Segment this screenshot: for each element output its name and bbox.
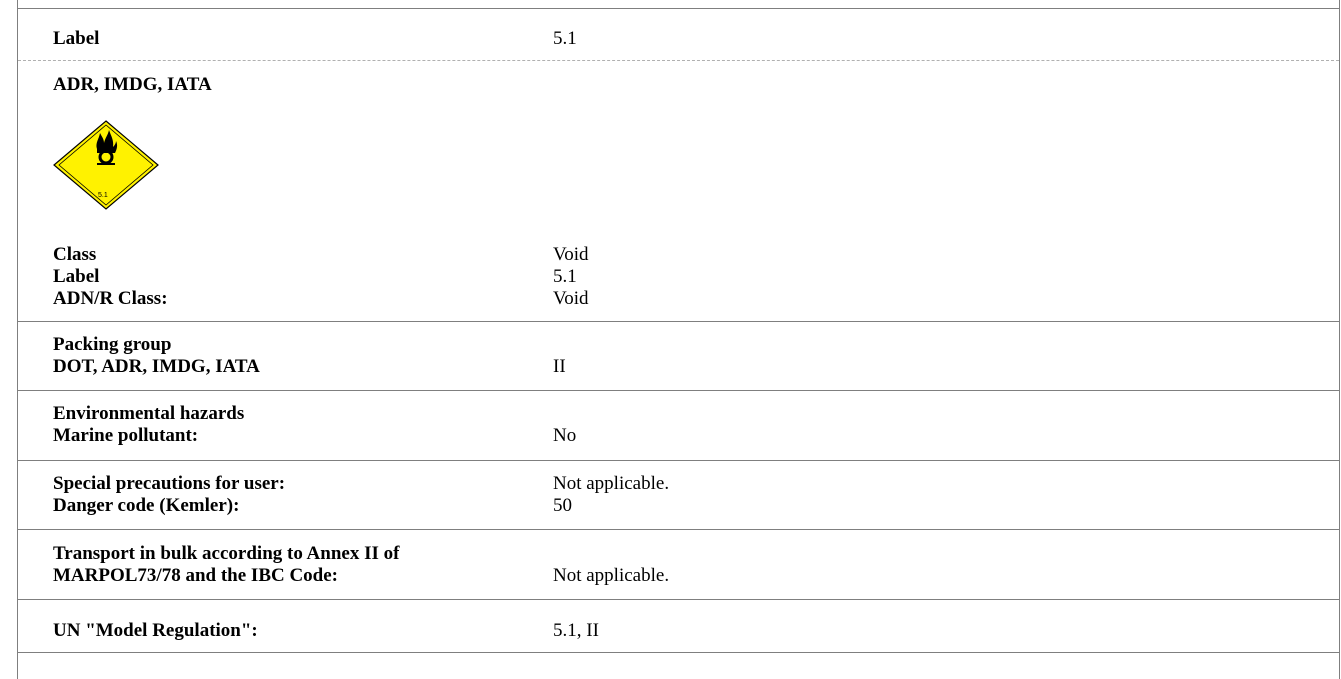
danger-code-value: 50 [553, 495, 572, 516]
hazard-sign-number: 5.1 [98, 192, 108, 199]
special-precautions-label: Special precautions for user: [53, 473, 286, 494]
label-label: Label [53, 266, 100, 287]
section-divider [18, 529, 1339, 530]
top-border [18, 8, 1339, 9]
adnr-class-label: ADN/R Class: [53, 288, 168, 309]
adnr-class-value: Void [553, 288, 589, 309]
un-model-regulation-label: UN "Model Regulation": [53, 620, 258, 641]
section-divider [18, 599, 1339, 600]
dotted-divider [18, 60, 1339, 61]
special-precautions-value: Not applicable. [553, 473, 670, 494]
label-value-2: 5.1 [553, 266, 577, 287]
label-value: 5.1 [553, 28, 577, 49]
un-model-regulation-value: 5.1, II [553, 620, 599, 641]
class-label: Class [53, 244, 97, 265]
transport-information-table [17, 0, 1340, 679]
oxidizer-hazard-sign-icon [50, 119, 162, 211]
section-divider [18, 321, 1339, 322]
section-divider [18, 460, 1339, 461]
danger-code-label: Danger code (Kemler): [53, 495, 240, 516]
packing-group-value: II [553, 356, 566, 377]
marine-pollutant-label: Marine pollutant: [53, 425, 199, 446]
label-caption: Label [53, 28, 100, 49]
class-value: Void [553, 244, 589, 265]
section-divider [18, 390, 1339, 391]
marine-pollutant-value: No [553, 425, 577, 446]
packing-group-label: DOT, ADR, IMDG, IATA [53, 356, 260, 377]
packing-group-heading: Packing group [53, 334, 172, 355]
bulk-transport-value: Not applicable. [553, 565, 670, 586]
environmental-hazards-heading: Environmental hazards [53, 403, 245, 424]
bulk-transport-label-line1: Transport in bulk according to Annex II of [53, 543, 400, 564]
bulk-transport-label-line2: MARPOL73/78 and the IBC Code: [53, 565, 339, 586]
adr-imdg-iata-heading: ADR, IMDG, IATA [53, 74, 212, 95]
bottom-border [18, 652, 1339, 653]
